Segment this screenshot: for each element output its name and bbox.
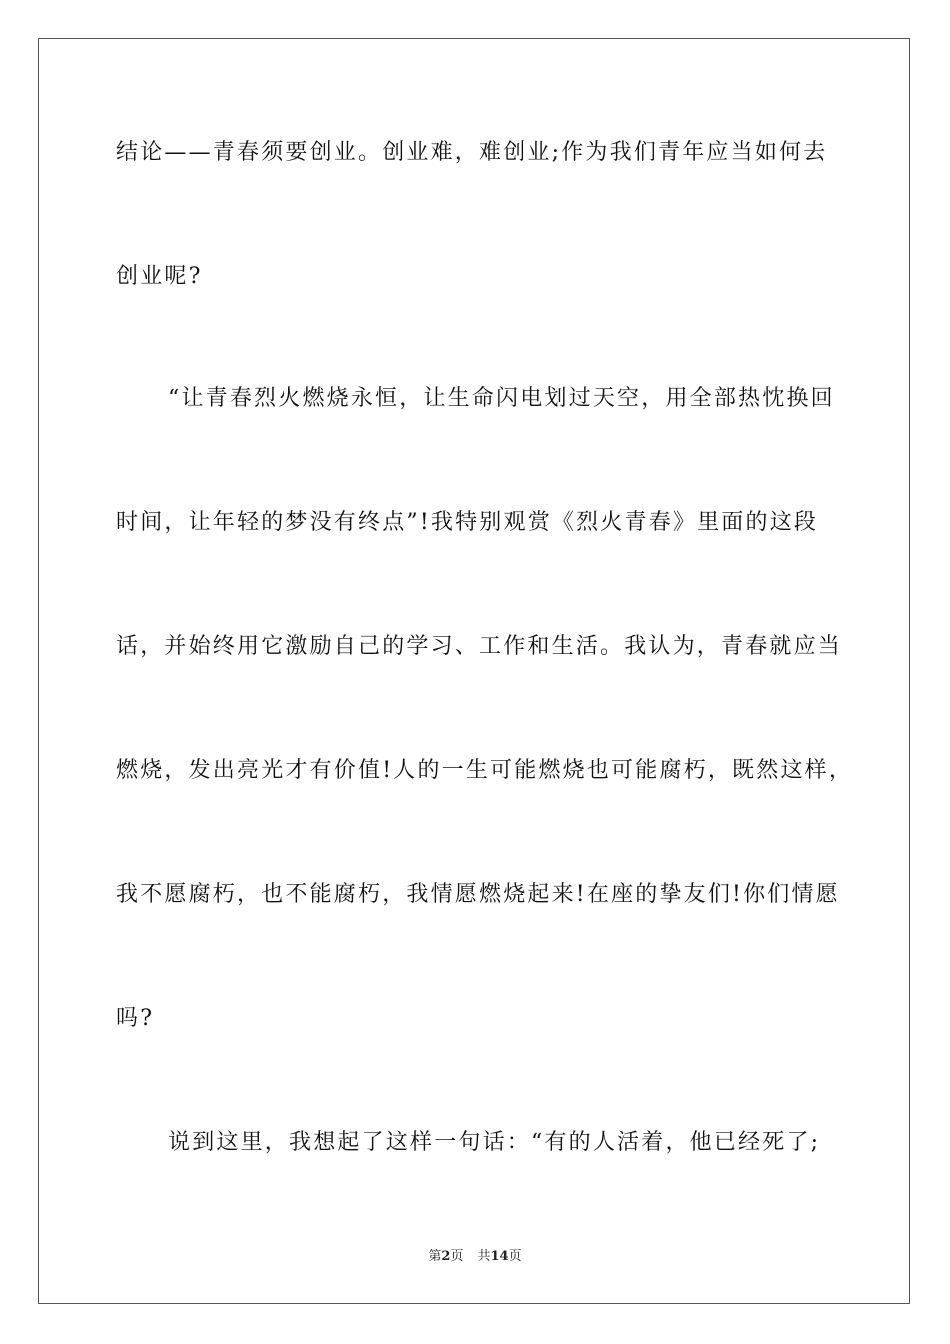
footer-total-prefix: 共 — [477, 1249, 491, 1264]
page-border — [38, 38, 910, 1304]
footer-page-prefix: 第 — [428, 1249, 442, 1264]
text-line-1: 结论——青春须要创业。创业难，难创业;作为我们青年应当如何去 — [116, 140, 828, 165]
text-line-6: 燃烧，发出亮光才有价值!人的一生可能燃烧也可能腐朽，既然这样， — [116, 758, 854, 783]
footer-total-pages: 14 — [490, 1249, 509, 1264]
text-line-3: “让青春烈火燃烧永恒，让生命闪电划过天空，用全部热忱换回 — [168, 386, 835, 411]
text-line-9: 说到这里，我想起了这样一句话：“有的人活着，他已经死了; — [168, 1130, 821, 1155]
text-line-8: 吗? — [116, 1006, 155, 1031]
footer-page-suffix: 页 — [450, 1249, 464, 1264]
footer-total-suffix: 页 — [508, 1249, 522, 1264]
footer-page-number: 2 — [441, 1249, 451, 1264]
text-line-7: 我不愿腐朽，也不能腐朽，我情愿燃烧起来!在座的挚友们!你们情愿 — [116, 882, 840, 907]
text-line-5: 话，并始终用它激励自己的学习、工作和生活。我认为，青春就应当 — [116, 634, 843, 659]
text-line-2: 创业呢? — [116, 264, 203, 289]
text-line-4: 时间，让年轻的梦没有终点”!我特别观赏《烈火青春》里面的这段 — [116, 510, 819, 535]
page-footer — [0, 1248, 950, 1266]
